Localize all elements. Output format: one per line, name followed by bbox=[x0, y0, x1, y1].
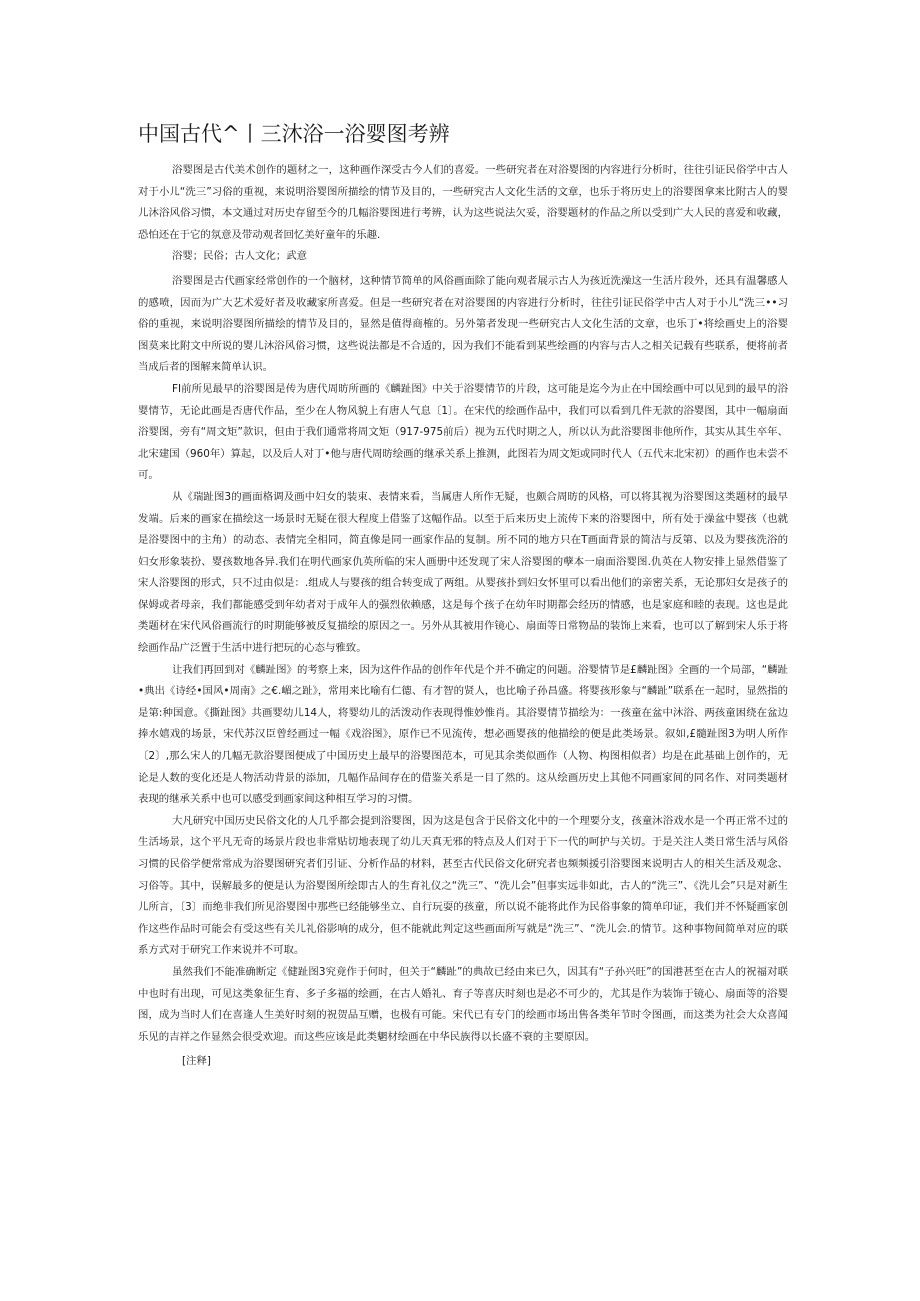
body-paragraph: 大凡研究中国历史民俗文化的人几乎都会提到浴婴图，因为这是包含于民俗文化中的一个理要分支，孩童沐浴戏水是一个再正常不过的生活场景，这个平凡无奇的场景片段也非常贴切地表现了幼儿天真无邪的特点及人们对于下一代的呵护与关切。于是关注人类日常生活与风俗习惯的民俗学便常常成为浴婴图研究者们引证、分析作品的材料，甚至古代民俗文化研究者也频频援引浴婴图来说明古人的相关生活及观念、习俗等。其中，误解最多的便是认为浴婴图所绘即古人的生育礼仪之“洗三”、“洗儿会”但事实远非如此，古人的“洗三”、《洗儿会”只是对新生儿所言，〔3〕而绝非我们所见浴婴图中那些已经能够坐立、自行玩耍的孩童，所以说不能将此作为民俗事象的简单印证，我们并不怀疑画家创作这些作品时可能会有受这些有关儿礼俗影响的成分，但不能就此判定这些画面所写就是“洗三”、“洗儿会.的情节。这种事物间简单对应的联系方式对于研究工作来说并不可取。 bbox=[138, 814, 788, 957]
abstract-paragraph: 浴婴图是古代美术创作的题材之一，这种画作深受古今人们的喜爱。一些研究者在对浴婴图的内容进行分析时，往往引证民俗学中古人对于小儿“洗三”习俗的重视，来说明浴婴图所描绘的情节及目的，一些研究古人文化生活的文章，也乐于将历史上的浴婴图拿来比附古人的婴儿沐浴风俗习惯，本文通过对历史存留至今的几幅浴婴图进行考辨，认为这些说法欠妥，浴婴题材的作品之所以受到广大人民的喜爱和收藏，恐怕还在于它的氛意及带动观者回忆美好童年的乐趣. bbox=[138, 164, 788, 241]
body-paragraph: FI前所见最早的浴婴图是传为唐代周昉所画的《麟趾图》中关于浴婴情节的片段，这可能是迄今为止在中国绘画中可以见到的最早的浴婴情节，无论此画是否唐代作品，至少在人物风貌上有唐人气息〔1〕。在宋代的绘画作品中，我们可以看到几件无款的浴婴图，其中一幅扇面浴婴图，旁有“周文矩”款识，但由于我们通常将周文矩（917-975前后）视为五代时期之人，所以认为此浴婴图非他所作，其实从其生卒年、北宋建国（960年）算起，以及后人对丁•他与唐代周昉绘画的继承关系上推测，此图若为周文矩或同时代人（五代末北宋初）的画作也未尝不可。 bbox=[138, 382, 788, 482]
keywords-line: 浴婴；民俗；古人文化；武意 bbox=[172, 250, 308, 263]
body-paragraph: 浴婴图是古代画家经常创作的一个脑材，这种情节简单的风俗画面除了能向观者展示古人为孩近洗澡这一生活片段外，还具有温馨感人的感喷，因而为广大艺术爱好者及收藏家所喜爱。但是一些研究者在对浴婴图的内容进行分析时，往往引证民俗学中古人对于小儿“洗三••习俗的重视，来说明浴婴图所描绘的情节及目的，显然是值得商榷的。另外第者发现一些研究古人文化生活的文章，也乐丁•将绘画史上的浴婴图莫来比附文中所说的婴儿沐浴风俗习惯，这些说法都是不合适的，因为我们不能看到某些绘画的内容与古人之相关记载有些联系，便将前者当成后者的图解来简单认识。 bbox=[138, 274, 788, 374]
body-paragraph: 从《瑞趾图3的画面格调及画中妇女的装束、表情来看，当属唐人所作无疑，也颇合周昉的风格，可以将其视为浴婴图这类题材的最早发端。后来的画家在描绘这一场景时无疑在很大程度上借鉴了这幅作品。以至于后来历史上流传下来的浴婴图中，所有处于澡盆中婴孩（也就是浴婴图中的主角）的动态、表情完全相同，简直像是同一画家作品的复制。所不同的地方只在T画面背景的简洁与反第、以及为婴孩洗浴的妇女形象装扮、婴孩数地各异.我们在明代画家仇英所临的宋人画册中还发现了宋人浴婴图的孽本一扇面浴婴图.仇英在人物安排上显然借鉴了宋人浴婴图的形式，只不过由似是：.组成人与婴孩的组合转变成了两组。从婴孩扑到妇女怀里可以看出他们的亲密关系，无论那妇女是孩子的保姆或者母亲，我们都能感受到年幼者对于成年人的强烈依赖感，这是每个孩子在幼年时期都会经历的情感，也是家庭和睦的表现。这也是此类题材在宋代风俗画流行的时期能够被反复描绘的原因之一。另外从其被用作镜心、扇面等日常物品的装饰上来看，也可以了解到宋人乐于将绘画作品广泛置于生活中进行把玩的心态与雅致。 bbox=[138, 490, 788, 655]
body-paragraph: 虽然我们不能准确断定《健趾图3究竟作于何时，但关于“麟趾”的典故已经由来已久，因其有“子孙兴旺”的国港甚至在古人的祝福对联中也时有出现，可见这类象征生育、多子多福的绘画，在古人婚礼、育子等喜庆时刻也是必不可少的，尤其是作为装饰于镜心、扇面等的浴婴图，成为当时人们在喜逢人生美好时刻的祝贺品互赠，也极有可能。宋代已有专门的绘画市场出售各类年节时令图画，而这类为社会大众喜闻乐见的吉祥之作显然会很受欢迎。而这些应该是此类魍材绘画在中华民族得以长盛不衰的主要原因。 bbox=[138, 965, 788, 1043]
article bbox=[138, 118, 788, 1073]
page-title: 中国古代^丨三沐浴一浴婴图考辨 bbox=[138, 122, 450, 146]
notes-heading: [注释] bbox=[182, 1055, 211, 1068]
body-paragraph: 让我们再回到对《麟趾图》的考察上来，因为这件作品的创作年代是个并不确定的问题。浴婴情节是£麟趾图》全画的一个局部，“麟趾•典出《诗经•国风•周南》之€.嵋之趾》，常用来比喻有仁德、有才智的贤人，也比喻子孙昌盛。将婴孩形象与“麟趾”联系在一起时，显然指的是第:种国意。《撕趾图》共画婴幼儿14人，将婴幼儿的活泼动作表现得惟妙惟肖。其浴婴情节描绘为：一孩童在盆中沐浴、两孩童困绕在盆边捧水嬉戏的场景，宋代苏汉臣曾经画过一幅《戏浴图》，原作已不见流传，想必画婴孩的他描绘的便是此类场景。叙如,£髓趾图3为明人所作〔2〕,那么宋人的几幅无款浴婴图便成了中国历史上最早的浴婴图范本，可见其余类似画作（人物、构图相似者）均是在此基础上创作的，无论是人数的变化还是人物活动背景的添加，几幅作品间存在的借鉴关系是一目了然的。这从绘画历史上其他不同画家间的同名作、对同类题材表现的继承关系中也可以感受到画家间这种相互学习的习惯。 bbox=[138, 663, 788, 806]
